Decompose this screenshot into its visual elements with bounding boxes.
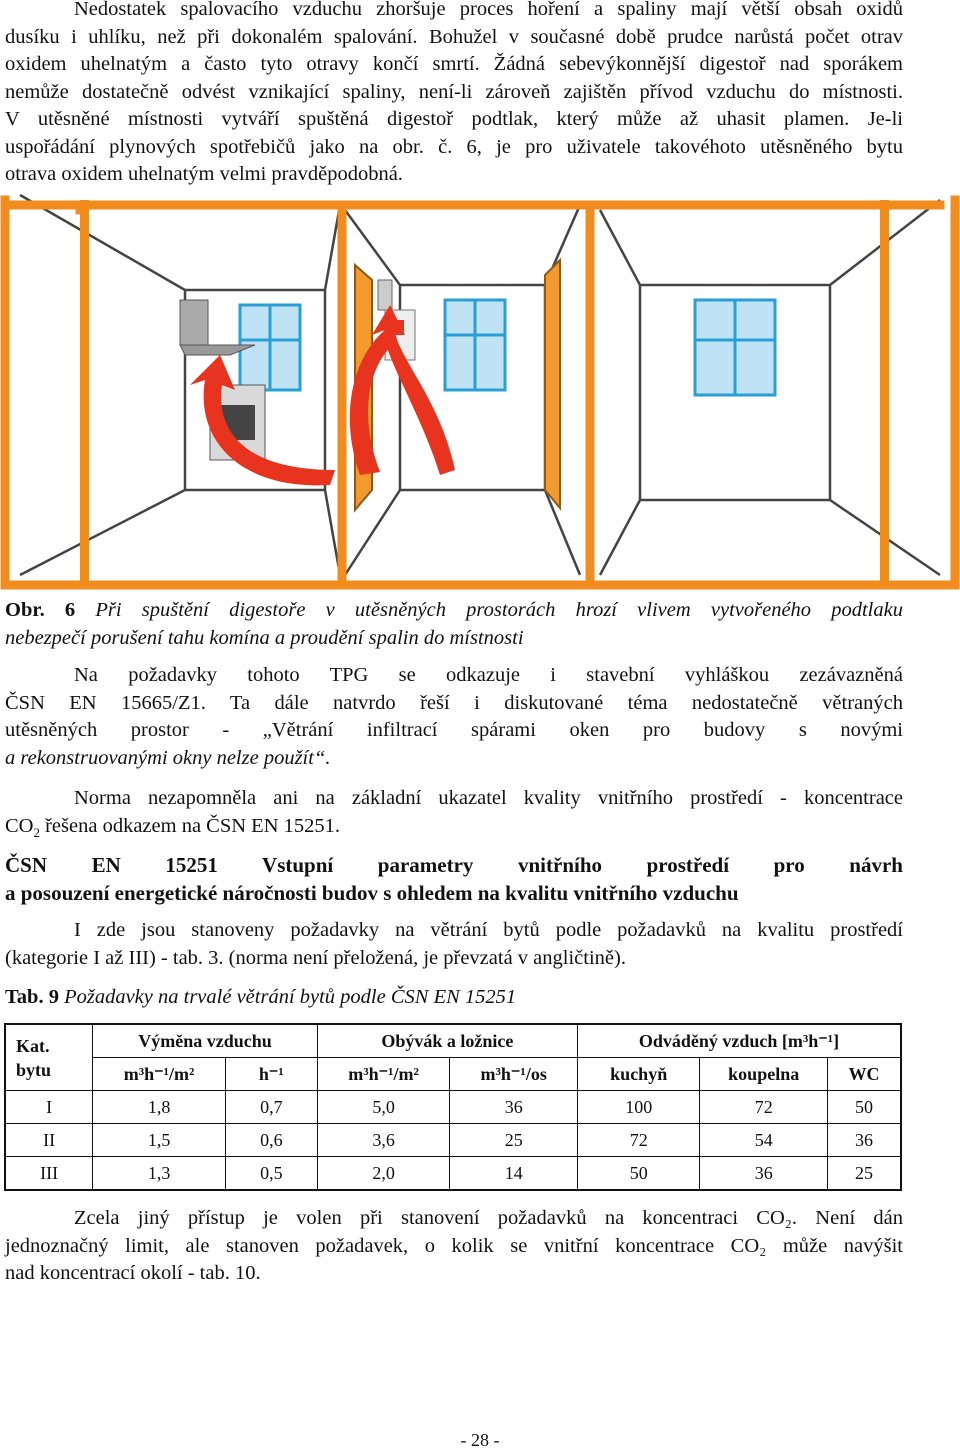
table-cell: 1,8 (93, 1091, 226, 1124)
table-caption (5, 983, 516, 1011)
text-line: Na požadavky tohoto TPG se odkazuje i stavební vyhláškou zezávazněná (74, 664, 903, 686)
table-cell: 36 (450, 1091, 578, 1124)
table-unit-header: m³h⁻¹/m² (317, 1058, 450, 1091)
table-row (5, 1157, 901, 1191)
table-unit-header: m³h⁻¹/m² (93, 1058, 226, 1091)
table-group-header: Výměna vzduchu (93, 1024, 318, 1058)
text-line: Nedostatek spalovacího vzduchu zhoršuje proces hoření a spaliny mají větší obsah oxidů (74, 0, 903, 20)
table-cell: 100 (577, 1091, 699, 1124)
text-line (5, 717, 903, 745)
caption-text: Při spuštění digestoře v utěsněných prostorách hrozí vlivem vytvořeného podtlaku (95, 599, 903, 621)
corner-label: bytu (16, 1059, 52, 1080)
table-group-header: Obývák a ložnice (317, 1024, 577, 1058)
table-cell: 0,7 (225, 1091, 317, 1124)
table-cell: 1,5 (93, 1124, 226, 1157)
table-cell: 25 (827, 1157, 901, 1191)
table-cell: III (5, 1157, 93, 1191)
paragraph-intro (5, 0, 903, 189)
corner-label: Kat. (16, 1035, 50, 1056)
text-line: dusíku i uhlíku, než při dokonalém spalování. Bohužel v současné době prudce narůstá počet otrav (5, 25, 903, 48)
text-line-part: CO (5, 814, 34, 837)
text-line: nemůže dostatečně odvést vznikající spaliny, není-li zároveň zajištěn přívod vzduchu do místnosti. (5, 80, 903, 103)
figure-illustration (0, 190, 960, 590)
table-cell: 54 (700, 1124, 828, 1157)
text-line: nad koncentrací okolí - tab. 10. (5, 1262, 261, 1284)
table-cell: II (5, 1124, 93, 1157)
heading-line: ČSN EN 15251 Vstupní parametry vnitřního prostředí pro návrh (5, 853, 903, 877)
table-cell: 1,3 (93, 1157, 226, 1191)
text-line-part: řešena odkazem na ČSN EN 15251. (39, 814, 341, 837)
paragraph-requirements (5, 917, 903, 972)
text-line: I zde jsou stanoveny požadavky na větrání bytů podle požadavků na kvalitu prostředí (74, 919, 903, 941)
table-cell: 72 (577, 1124, 699, 1157)
text-line: ČSN EN 15665/Z1. Ta dále natvrdo řeší i diskutované téma nedostatečně větraných (5, 691, 903, 714)
text-line (5, 813, 903, 841)
figure-caption (5, 596, 903, 652)
table-corner-header (5, 1024, 93, 1091)
table-row (5, 1091, 901, 1124)
text-line: (kategorie I až III) - tab. 3. (norma není přeložená, je převzatá v angličtině). (5, 946, 626, 969)
paragraph-co2 (5, 1205, 903, 1288)
table-unit-header: h⁻¹ (225, 1058, 317, 1091)
table-cell: 36 (827, 1124, 901, 1157)
paragraph-tpg (5, 662, 903, 772)
text-line: V utěsněné místnosti vytváří spuštěná digestoř podtlak, který může až uhasit plamen. Je-li (5, 108, 903, 130)
table-cell: 36 (700, 1157, 828, 1191)
table-cell: 0,6 (225, 1124, 317, 1157)
caption-text: nebezpečí porušení tahu komína a proudění spalin do místnosti (5, 627, 524, 649)
heading-line: a posouzení energetické náročnosti budov s ohledem na kvalitu vnitřního vzduchu (5, 881, 739, 905)
subscript: 2 (33, 824, 40, 840)
requirements-table (4, 1023, 902, 1191)
text-line: jednoznačný limit, ale stanoven požadavek, o kolik se vnitřní koncentrace CO₂ může navýšit (5, 1234, 903, 1257)
text-line: otrava oxidem uhelnatým velmi pravděpodobná. (5, 163, 403, 185)
table-cell: 50 (827, 1091, 901, 1124)
table-cell: 0,5 (225, 1157, 317, 1191)
table-unit-header: WC (827, 1058, 901, 1091)
text-line: Norma nezapomněla ani na základní ukazatel kvality vnitřního prostředí - koncentrace (74, 787, 903, 809)
table-cell: 3,6 (317, 1124, 450, 1157)
table-cell: 25 (450, 1124, 578, 1157)
table-caption-text: Požadavky na trvalé větrání bytů podle ČSN EN 15251 (64, 986, 517, 1008)
paragraph-norm (5, 785, 903, 840)
table-caption-label: Tab. 9 (5, 986, 59, 1008)
text-line-part: utěsněných prostor - „Větrání infiltrací spárami oken pro budovy s novými (5, 719, 903, 741)
table-cell: 50 (577, 1157, 699, 1191)
table-header-row (5, 1024, 901, 1058)
text-line: uspořádání plynových spotřebičů jako na obr. č. 6, je pro uživatele takovéhoto utěsněného bytu (5, 135, 903, 158)
table-cell: 2,0 (317, 1157, 450, 1191)
table-row (5, 1124, 901, 1157)
table-unit-header: koupelna (700, 1058, 828, 1091)
window-icon (240, 300, 775, 395)
section-heading (5, 851, 903, 907)
table-group-header: Odváděný vzduch [m³h⁻¹] (577, 1024, 901, 1058)
table-cell: 5,0 (317, 1091, 450, 1124)
table-cell: 72 (700, 1091, 828, 1124)
text-line: oxidem uhelnatým a často tyto otravy končí smrtí. Žádná sebevýkonnější digestoř nad sporákem (5, 53, 903, 75)
table-cell: I (5, 1091, 93, 1124)
table-cell: 14 (450, 1157, 578, 1191)
page-number: - 28 - (460, 1430, 500, 1450)
table-unit-header: m³h⁻¹/os (450, 1058, 578, 1091)
caption-label: Obr. 6 (5, 599, 76, 621)
table-units-row (5, 1058, 901, 1091)
text-line: Zcela jiný přístup je volen při stanovení požadavků na koncentraci CO₂. Není dán (74, 1207, 903, 1229)
table-unit-header: kuchyň (577, 1058, 699, 1091)
text-line: a rekonstruovanými okny nelze použít“. (5, 746, 331, 769)
